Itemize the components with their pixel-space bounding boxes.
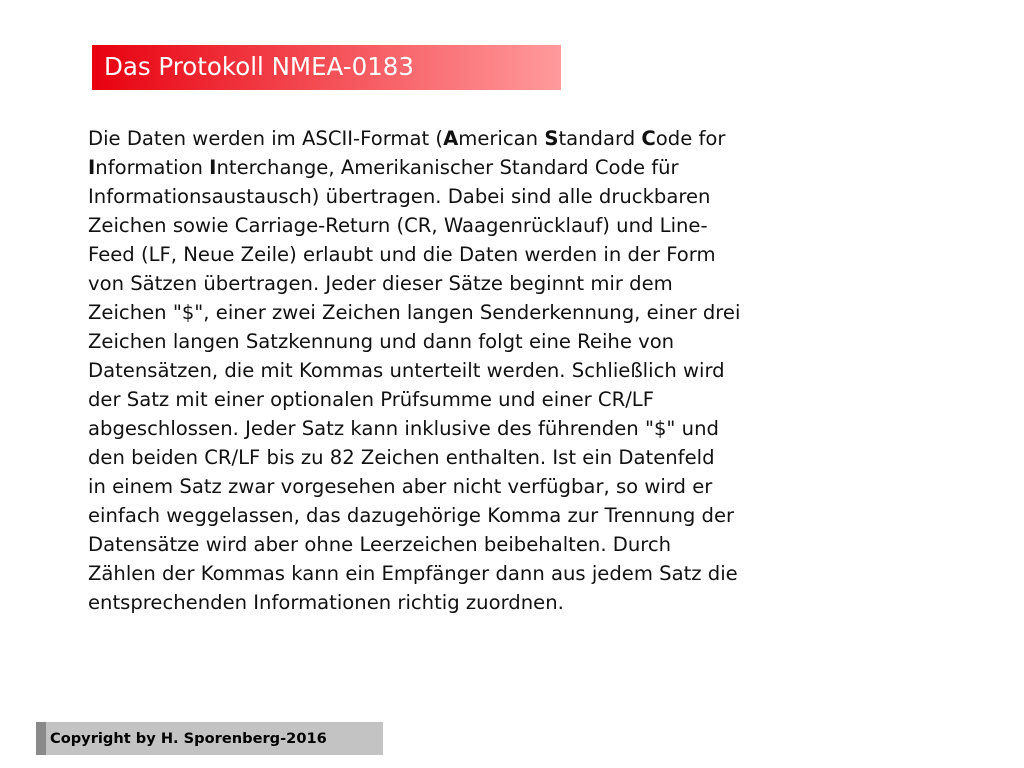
paragraph-line xyxy=(88,472,918,501)
text-segment: ode for xyxy=(655,127,726,150)
text-segment: Datensätzen, die mit Kommas unterteilt werden. Schließlich wird xyxy=(88,359,725,382)
paragraph-line xyxy=(88,559,918,588)
text-segment: Die Daten werden im ASCII-Format ( xyxy=(88,127,444,150)
text-segment: der Satz mit einer optionalen Prüfsumme und einer CR/LF xyxy=(88,388,654,411)
paragraph-line xyxy=(88,414,918,443)
paragraph-line xyxy=(88,124,918,153)
copyright-footer xyxy=(36,722,383,755)
paragraph-line xyxy=(88,327,918,356)
text-segment: von Sätzen übertragen. Jeder dieser Sätze beginnt mir dem xyxy=(88,272,673,295)
text-segment: in einem Satz zwar vorgesehen aber nicht verfügbar, so wird er xyxy=(88,475,713,498)
bold-initial: I xyxy=(209,156,217,179)
text-segment: Datensätze wird aber ohne Leerzeichen beibehalten. Durch xyxy=(88,533,672,556)
text-segment: abgeschlossen. Jeder Satz kann inklusive des führenden "$" und xyxy=(88,417,719,440)
paragraph-line xyxy=(88,211,918,240)
text-segment: Zeichen langen Satzkennung und dann folgt eine Reihe von xyxy=(88,330,675,353)
text-segment: Zeichen "$", einer zwei Zeichen langen Senderkennung, einer drei xyxy=(88,301,741,324)
paragraph-line xyxy=(88,501,918,530)
slide-title: Das Protokoll NMEA-0183 xyxy=(104,52,414,82)
bold-initial: A xyxy=(443,127,459,150)
text-segment: Zählen der Kommas kann ein Empfänger dann aus jedem Satz die xyxy=(88,562,738,585)
paragraph-line xyxy=(88,240,918,269)
text-segment: tandard xyxy=(558,127,642,150)
slide-title-banner xyxy=(92,45,561,90)
body-paragraph xyxy=(88,124,918,617)
paragraph-line xyxy=(88,588,918,617)
paragraph-line xyxy=(88,298,918,327)
bold-initial: S xyxy=(544,127,559,150)
text-segment: den beiden CR/LF bis zu 82 Zeichen enthalten. Ist ein Datenfeld xyxy=(88,446,715,469)
bold-initial: I xyxy=(88,156,96,179)
text-segment: Feed (LF, Neue Zeile) erlaubt und die Daten werden in der Form xyxy=(88,243,716,266)
paragraph-line xyxy=(88,269,918,298)
copyright-text: Copyright by H. Sporenberg-2016 xyxy=(50,730,327,747)
paragraph-line xyxy=(88,182,918,211)
text-segment: entsprechenden Informationen richtig zuordnen. xyxy=(88,591,564,614)
paragraph-line xyxy=(88,356,918,385)
text-segment: merican xyxy=(458,127,545,150)
paragraph-line xyxy=(88,443,918,472)
text-segment: einfach weggelassen, das dazugehörige Komma zur Trennung der xyxy=(88,504,735,527)
paragraph-line xyxy=(88,153,918,182)
bold-initial: C xyxy=(641,127,656,150)
text-segment: nterchange, Amerikanischer Standard Code für xyxy=(216,156,679,179)
paragraph-line xyxy=(88,385,918,414)
text-segment: nformation xyxy=(95,156,210,179)
text-segment: Zeichen sowie Carriage-Return (CR, Waagenrücklauf) und Line- xyxy=(88,214,708,237)
text-segment: Informationsaustausch) übertragen. Dabei sind alle druckbaren xyxy=(88,185,711,208)
paragraph-line xyxy=(88,530,918,559)
